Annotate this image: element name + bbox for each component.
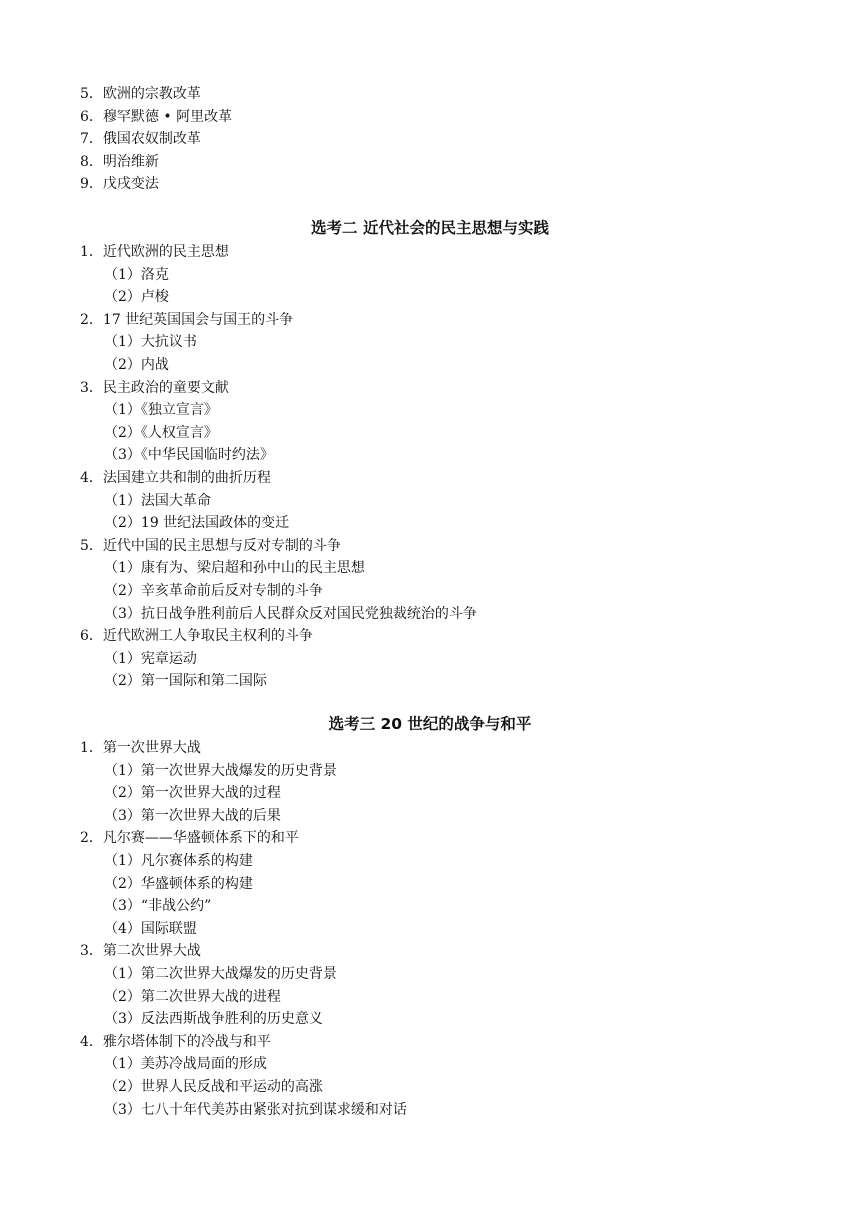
- sub-list-item: （3）“非战公约”: [104, 898, 212, 915]
- list-item: 5．欧洲的宗教改革: [80, 86, 201, 102]
- list-item: 1．第一次世界大战: [80, 740, 201, 756]
- sub-list-item: （2）华盛顿体系的构建: [104, 875, 253, 892]
- sub-list-item: （2）19 世纪法国政体的变迁: [104, 515, 290, 532]
- sub-list-item: （3）第一次世界大战的后果: [104, 807, 281, 824]
- sub-list-item: （2）卢梭: [104, 289, 169, 306]
- sub-list-item: （2）辛亥革命前后反对专制的斗争: [104, 583, 323, 599]
- sub-list-item: （2）第一国际和第二国际: [104, 673, 267, 690]
- sub-list-item: （3）《中华民国临时约法》: [104, 447, 274, 464]
- sub-list-item: （1）大抗议书: [104, 334, 197, 351]
- list-item: 1．近代欧洲的民主思想: [80, 244, 229, 260]
- sub-list-item: （1）美苏冷战局面的形成: [104, 1056, 267, 1073]
- sub-list-item: （3）反法西斯战争胜利的历史意义: [104, 1011, 323, 1028]
- list-item: 7．俄国农奴制改革: [80, 131, 201, 148]
- sub-list-item: （2）《人权宣言》: [104, 424, 218, 441]
- section-heading-2: 选考二 近代社会的民主思想与实践: [311, 219, 549, 237]
- list-item: 6．穆罕默德 • 阿里改革: [80, 108, 233, 125]
- list-item: 6．近代欧洲工人争取民主权利的斗争: [80, 628, 313, 645]
- list-item: 4．法国建立共和制的曲折历程: [80, 470, 271, 486]
- list-item: 3．第二次世界大战: [80, 943, 201, 960]
- sub-list-item: （1）凡尔赛体系的构建: [104, 853, 253, 869]
- sub-list-item: （2）第一次世界大战的过程: [104, 785, 281, 802]
- sub-list-item: （1）康有为、梁启超和孙中山的民主思想: [104, 560, 365, 577]
- sub-list-item: （2）第二次世界大战的进程: [104, 988, 281, 1005]
- sub-list-item: （1）法国大革命: [104, 492, 211, 509]
- sub-list-item: （3）抗日战争胜利前后人民群众反对国民党独裁统治的斗争: [104, 605, 477, 622]
- sub-list-item: （3）七八十年代美苏由紧张对抗到谋求缓和对话: [104, 1101, 407, 1118]
- sub-list-item: （4）国际联盟: [104, 920, 197, 937]
- list-item: 9．戊戌变法: [80, 176, 159, 193]
- list-item: 2．凡尔赛——华盛顿体系下的和平: [80, 830, 299, 847]
- list-item: 2．17 世纪英国国会与国王的斗争: [80, 311, 294, 328]
- list-item: 4．雅尔塔体制下的冷战与和平: [80, 1033, 271, 1050]
- sub-list-item: （2）内战: [104, 357, 169, 373]
- list-item: 5．近代中国的民主思想与反对专制的斗争: [80, 537, 341, 554]
- list-item: 3．民主政治的童要文献: [80, 379, 229, 396]
- sub-list-item: （1）宪章运动: [104, 650, 197, 667]
- sub-list-item: （1）第一次世界大战爆发的历史背景: [104, 762, 337, 779]
- section-heading-3: 选考三 20 世纪的战争与和平: [328, 715, 532, 733]
- sub-list-item: （1）《独立宣言》: [104, 402, 218, 419]
- sub-list-item: （1）洛克: [104, 266, 169, 283]
- sub-list-item: （2）世界人民反战和平运动的高涨: [104, 1079, 323, 1095]
- list-item: 8．明治维新: [80, 153, 159, 170]
- sub-list-item: （1）第二次世界大战爆发的历史背景: [104, 966, 337, 982]
